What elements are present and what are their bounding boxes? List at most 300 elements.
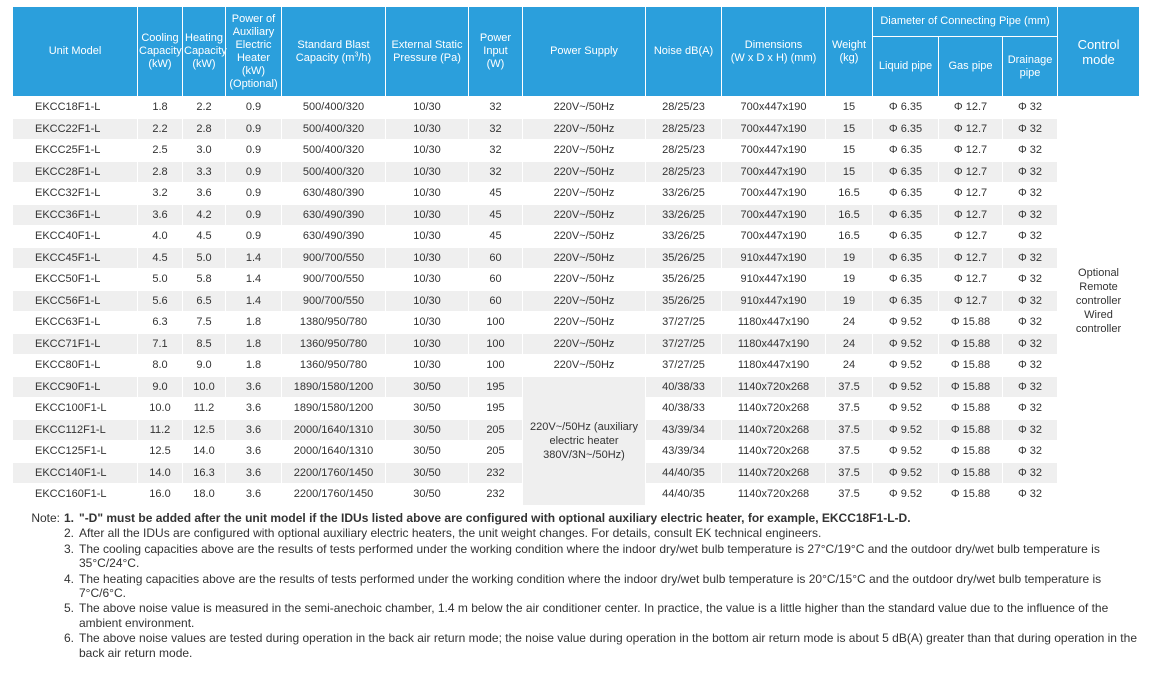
cell-dimensions: 1140x720x268 xyxy=(722,398,826,420)
note-item xyxy=(12,631,1147,660)
cell-aux-heater: 0.9 xyxy=(226,97,282,119)
cell-weight: 15 xyxy=(826,140,873,162)
cell-power-input: 60 xyxy=(469,290,523,312)
cell-gas-pipe: Φ 12.7 xyxy=(939,290,1003,312)
cell-drainage-pipe: Φ 32 xyxy=(1003,419,1058,441)
cell-power-supply: 220V~/50Hz xyxy=(523,290,646,312)
cell-power-input: 100 xyxy=(469,333,523,355)
cell-noise: 28/25/23 xyxy=(646,140,722,162)
cell-static-pressure: 10/30 xyxy=(386,97,469,119)
cell-static-pressure: 10/30 xyxy=(386,290,469,312)
cell-liquid-pipe: Φ 6.35 xyxy=(873,97,939,119)
cell-liquid-pipe: Φ 9.52 xyxy=(873,484,939,506)
cell-power-input: 100 xyxy=(469,355,523,377)
cell-weight: 16.5 xyxy=(826,226,873,248)
cell-noise: 28/25/23 xyxy=(646,97,722,119)
spec-table xyxy=(12,6,1140,506)
cell-heating: 3.0 xyxy=(183,140,226,162)
cell-unit-model: EKCC32F1-L xyxy=(13,183,138,205)
cell-cooling: 2.5 xyxy=(138,140,183,162)
table-row xyxy=(13,204,1140,226)
cell-cooling: 2.2 xyxy=(138,118,183,140)
cell-static-pressure: 10/30 xyxy=(386,269,469,291)
cell-weight: 24 xyxy=(826,355,873,377)
cell-dimensions: 700x447x190 xyxy=(722,226,826,248)
note-item xyxy=(12,572,1147,601)
cell-cooling: 4.5 xyxy=(138,247,183,269)
cell-heating: 2.2 xyxy=(183,97,226,119)
cell-blast: 2000/1640/1310 xyxy=(282,441,386,463)
cell-heating: 5.0 xyxy=(183,247,226,269)
cell-power-supply: 220V~/50Hz xyxy=(523,247,646,269)
cell-aux-heater: 1.4 xyxy=(226,269,282,291)
cell-unit-model: EKCC40F1-L xyxy=(13,226,138,248)
cell-static-pressure: 30/50 xyxy=(386,398,469,420)
cell-heating: 6.5 xyxy=(183,290,226,312)
cell-noise: 43/39/34 xyxy=(646,441,722,463)
cell-cooling: 3.6 xyxy=(138,204,183,226)
cell-weight: 19 xyxy=(826,247,873,269)
cell-weight: 37.5 xyxy=(826,462,873,484)
cell-static-pressure: 10/30 xyxy=(386,140,469,162)
power-supply-line: 380V/3N~/50Hz) xyxy=(543,448,625,461)
table-row xyxy=(13,376,1140,398)
table-row xyxy=(13,118,1140,140)
cell-static-pressure: 30/50 xyxy=(386,484,469,506)
cell-power-input: 205 xyxy=(469,441,523,463)
cell-weight: 16.5 xyxy=(826,204,873,226)
cell-dimensions: 700x447x190 xyxy=(722,161,826,183)
cell-dimensions: 910x447x190 xyxy=(722,247,826,269)
cell-heating: 3.6 xyxy=(183,183,226,205)
cell-liquid-pipe: Φ 9.52 xyxy=(873,441,939,463)
cell-gas-pipe: Φ 15.88 xyxy=(939,441,1003,463)
cell-unit-model: EKCC50F1-L xyxy=(13,269,138,291)
table-row xyxy=(13,161,1140,183)
cell-power-input: 100 xyxy=(469,312,523,334)
cell-heating: 10.0 xyxy=(183,376,226,398)
cell-gas-pipe: Φ 15.88 xyxy=(939,312,1003,334)
notes-section xyxy=(12,511,1147,661)
cell-aux-heater: 1.8 xyxy=(226,355,282,377)
header-liquid-pipe: Liquid pipe xyxy=(873,37,939,97)
cell-gas-pipe: Φ 12.7 xyxy=(939,118,1003,140)
cell-cooling: 5.6 xyxy=(138,290,183,312)
cell-power-input: 32 xyxy=(469,140,523,162)
cell-drainage-pipe: Φ 32 xyxy=(1003,398,1058,420)
cell-unit-model: EKCC56F1-L xyxy=(13,290,138,312)
cell-noise: 28/25/23 xyxy=(646,161,722,183)
cell-liquid-pipe: Φ 9.52 xyxy=(873,419,939,441)
cell-dimensions: 1140x720x268 xyxy=(722,376,826,398)
cell-heating: 7.5 xyxy=(183,312,226,334)
power-supply-line: 220V~/50Hz (auxiliary xyxy=(530,420,638,433)
note-number: 6. xyxy=(64,631,75,646)
cell-aux-heater: 3.6 xyxy=(226,462,282,484)
cell-power-input: 32 xyxy=(469,161,523,183)
cell-power-supply: 220V~/50Hz xyxy=(523,140,646,162)
cell-power-input: 60 xyxy=(469,247,523,269)
table-row xyxy=(13,247,1140,269)
cell-drainage-pipe: Φ 32 xyxy=(1003,355,1058,377)
header-control-mode: Control mode xyxy=(1058,7,1140,97)
header-cooling-capacity: Cooling Capacity (kW) xyxy=(138,7,183,97)
cell-static-pressure: 30/50 xyxy=(386,376,469,398)
cell-blast: 900/700/550 xyxy=(282,290,386,312)
cell-drainage-pipe: Φ 32 xyxy=(1003,462,1058,484)
cell-aux-heater: 0.9 xyxy=(226,204,282,226)
cell-cooling: 16.0 xyxy=(138,484,183,506)
table-row xyxy=(13,97,1140,119)
cell-heating: 5.8 xyxy=(183,269,226,291)
cell-liquid-pipe: Φ 6.35 xyxy=(873,290,939,312)
cell-blast: 900/700/550 xyxy=(282,247,386,269)
header-power-supply: Power Supply xyxy=(523,7,646,97)
cell-power-supply: 220V~/50Hz xyxy=(523,161,646,183)
cell-power-input: 45 xyxy=(469,226,523,248)
cell-power-input: 45 xyxy=(469,204,523,226)
cell-drainage-pipe: Φ 32 xyxy=(1003,376,1058,398)
cell-aux-heater: 0.9 xyxy=(226,140,282,162)
cell-weight: 19 xyxy=(826,290,873,312)
cell-power-input: 45 xyxy=(469,183,523,205)
cell-dimensions: 910x447x190 xyxy=(722,269,826,291)
cell-static-pressure: 30/50 xyxy=(386,441,469,463)
cell-aux-heater: 1.8 xyxy=(226,333,282,355)
cell-gas-pipe: Φ 12.7 xyxy=(939,97,1003,119)
cell-static-pressure: 10/30 xyxy=(386,333,469,355)
cell-heating: 14.0 xyxy=(183,441,226,463)
cell-gas-pipe: Φ 15.88 xyxy=(939,398,1003,420)
cell-gas-pipe: Φ 15.88 xyxy=(939,376,1003,398)
cell-dimensions: 700x447x190 xyxy=(722,97,826,119)
cell-power-supply: 220V~/50Hz xyxy=(523,269,646,291)
cell-liquid-pipe: Φ 6.35 xyxy=(873,161,939,183)
note-text: The heating capacities above are the results of tests performed under the working condition where the indoor dry/wet bulb temperature is 20°C/15°C and the outdoor dry/wet bulb temperature is 7°C/6°C. xyxy=(79,571,1102,601)
cell-static-pressure: 10/30 xyxy=(386,312,469,334)
header-aux-heater: Power of Auxiliary Electric Heater (kW) (Optional) xyxy=(226,7,282,97)
cell-power-input: 232 xyxy=(469,462,523,484)
cell-noise: 37/27/25 xyxy=(646,355,722,377)
cell-static-pressure: 10/30 xyxy=(386,247,469,269)
cell-heating: 9.0 xyxy=(183,355,226,377)
cell-liquid-pipe: Φ 6.35 xyxy=(873,140,939,162)
cell-power-supply: 220V~/50Hz xyxy=(523,355,646,377)
cell-blast: 630/490/390 xyxy=(282,204,386,226)
cell-drainage-pipe: Φ 32 xyxy=(1003,441,1058,463)
power-supply-line: electric heater xyxy=(549,434,619,447)
cell-aux-heater: 1.8 xyxy=(226,312,282,334)
cell-gas-pipe: Φ 12.7 xyxy=(939,247,1003,269)
cell-dimensions: 700x447x190 xyxy=(722,140,826,162)
note-number: 2. xyxy=(64,526,75,541)
cell-power-input: 205 xyxy=(469,419,523,441)
cell-unit-model: EKCC125F1-L xyxy=(13,441,138,463)
cell-static-pressure: 10/30 xyxy=(386,355,469,377)
cell-blast: 2200/1760/1450 xyxy=(282,462,386,484)
spec-table-body xyxy=(13,97,1140,506)
cell-unit-model: EKCC140F1-L xyxy=(13,462,138,484)
cell-liquid-pipe: Φ 6.35 xyxy=(873,183,939,205)
note-number: 4. xyxy=(64,571,75,586)
cell-dimensions: 1180x447x190 xyxy=(722,312,826,334)
header-weight: Weight (kg) xyxy=(826,7,873,97)
cell-unit-model: EKCC71F1-L xyxy=(13,333,138,355)
cell-dimensions: 1140x720x268 xyxy=(722,419,826,441)
cell-dimensions: 1140x720x268 xyxy=(722,484,826,506)
cell-power-input: 195 xyxy=(469,398,523,420)
control-mode-line: Wired xyxy=(1084,308,1113,321)
cell-static-pressure: 10/30 xyxy=(386,161,469,183)
cell-noise: 40/38/33 xyxy=(646,376,722,398)
cell-dimensions: 1180x447x190 xyxy=(722,333,826,355)
cell-control-mode xyxy=(1058,97,1140,506)
cell-blast: 2000/1640/1310 xyxy=(282,419,386,441)
cell-aux-heater: 0.9 xyxy=(226,226,282,248)
cell-gas-pipe: Φ 12.7 xyxy=(939,226,1003,248)
cell-weight: 37.5 xyxy=(826,376,873,398)
table-row xyxy=(13,183,1140,205)
cell-cooling: 9.0 xyxy=(138,376,183,398)
note-number: 1. xyxy=(64,511,75,525)
control-mode-line: controller xyxy=(1075,294,1122,307)
cell-drainage-pipe: Φ 32 xyxy=(1003,161,1058,183)
cell-static-pressure: 10/30 xyxy=(386,226,469,248)
cell-blast: 500/400/320 xyxy=(282,97,386,119)
cell-power-supply: 220V~/50Hz xyxy=(523,97,646,119)
cell-unit-model: EKCC25F1-L xyxy=(13,140,138,162)
cell-unit-model: EKCC90F1-L xyxy=(13,376,138,398)
cell-static-pressure: 30/50 xyxy=(386,419,469,441)
cell-cooling: 7.1 xyxy=(138,333,183,355)
cell-weight: 15 xyxy=(826,161,873,183)
cell-cooling: 5.0 xyxy=(138,269,183,291)
cell-cooling: 12.5 xyxy=(138,441,183,463)
cell-blast: 630/480/390 xyxy=(282,183,386,205)
cell-power-supply: 220V~/50Hz xyxy=(523,204,646,226)
cell-gas-pipe: Φ 15.88 xyxy=(939,484,1003,506)
cell-drainage-pipe: Φ 32 xyxy=(1003,333,1058,355)
cell-weight: 24 xyxy=(826,312,873,334)
cell-liquid-pipe: Φ 9.52 xyxy=(873,398,939,420)
note-text: The cooling capacities above are the results of tests performed under the working condition where the indoor dry/wet bulb temperature is 27°C/19°C and the outdoor dry/wet bulb temperature is 35°C/24°C. xyxy=(79,541,1100,571)
note-item xyxy=(12,601,1147,630)
control-mode-line: controller xyxy=(1075,322,1122,335)
cell-aux-heater: 3.6 xyxy=(226,376,282,398)
cell-blast: 1360/950/780 xyxy=(282,333,386,355)
cell-dimensions: 1140x720x268 xyxy=(722,462,826,484)
cell-noise: 33/26/25 xyxy=(646,183,722,205)
header-power-input: Power Input (W) xyxy=(469,7,523,97)
cell-heating: 16.3 xyxy=(183,462,226,484)
cell-liquid-pipe: Φ 9.52 xyxy=(873,312,939,334)
cell-gas-pipe: Φ 15.88 xyxy=(939,419,1003,441)
cell-liquid-pipe: Φ 6.35 xyxy=(873,204,939,226)
header-static-pressure: External Static Pressure (Pa) xyxy=(386,7,469,97)
cell-aux-heater: 3.6 xyxy=(226,419,282,441)
cell-cooling: 4.0 xyxy=(138,226,183,248)
cell-drainage-pipe: Φ 32 xyxy=(1003,312,1058,334)
cell-blast: 500/400/320 xyxy=(282,161,386,183)
note-label xyxy=(12,511,64,525)
table-row xyxy=(13,140,1140,162)
cell-power-input: 32 xyxy=(469,97,523,119)
cell-noise: 44/40/35 xyxy=(646,484,722,506)
cell-aux-heater: 3.6 xyxy=(226,398,282,420)
cell-cooling: 6.3 xyxy=(138,312,183,334)
cell-unit-model: EKCC36F1-L xyxy=(13,204,138,226)
header-blast-capacity: Standard Blast Capacity $(m^3/h)$ xyxy=(282,7,386,97)
cell-blast: 1360/950/780 xyxy=(282,355,386,377)
cell-aux-heater: 3.6 xyxy=(226,484,282,506)
cell-heating: 11.2 xyxy=(183,398,226,420)
cell-power-input: 60 xyxy=(469,269,523,291)
cell-unit-model: EKCC100F1-L xyxy=(13,398,138,420)
cell-weight: 24 xyxy=(826,333,873,355)
cell-static-pressure: 10/30 xyxy=(386,183,469,205)
cell-power-input: 232 xyxy=(469,484,523,506)
cell-noise: 35/26/25 xyxy=(646,269,722,291)
cell-static-pressure: 10/30 xyxy=(386,204,469,226)
note-label xyxy=(12,572,64,601)
cell-heating: 8.5 xyxy=(183,333,226,355)
header-drainage-pipe: Drainage pipe xyxy=(1003,37,1058,97)
cell-liquid-pipe: Φ 6.35 xyxy=(873,226,939,248)
table-row xyxy=(13,269,1140,291)
cell-blast: 2200/1760/1450 xyxy=(282,484,386,506)
cell-noise: 28/25/23 xyxy=(646,118,722,140)
cell-noise: 43/39/34 xyxy=(646,419,722,441)
cell-gas-pipe: Φ 15.88 xyxy=(939,355,1003,377)
cell-aux-heater: 0.9 xyxy=(226,118,282,140)
cell-power-supply: 220V~/50Hz xyxy=(523,333,646,355)
table-row xyxy=(13,312,1140,334)
cell-unit-model: EKCC63F1-L xyxy=(13,312,138,334)
cell-cooling: 1.8 xyxy=(138,97,183,119)
cell-blast: 1890/1580/1200 xyxy=(282,398,386,420)
cell-noise: 33/26/25 xyxy=(646,204,722,226)
control-mode-line: Optional xyxy=(1078,266,1120,279)
cell-dimensions: 700x447x190 xyxy=(722,118,826,140)
cell-liquid-pipe: Φ 9.52 xyxy=(873,462,939,484)
header-noise: Noise dB(A) xyxy=(646,7,722,97)
cell-noise: 35/26/25 xyxy=(646,290,722,312)
cell-cooling: 3.2 xyxy=(138,183,183,205)
cell-liquid-pipe: Φ 9.52 xyxy=(873,376,939,398)
cell-aux-heater: 0.9 xyxy=(226,161,282,183)
cell-heating: 18.0 xyxy=(183,484,226,506)
note-item xyxy=(12,542,1147,571)
cell-unit-model: EKCC80F1-L xyxy=(13,355,138,377)
cell-heating: 12.5 xyxy=(183,419,226,441)
cell-drainage-pipe: Φ 32 xyxy=(1003,247,1058,269)
cell-gas-pipe: Φ 15.88 xyxy=(939,462,1003,484)
cell-power-supply: 220V~/50Hz xyxy=(523,183,646,205)
cell-power-supply: 220V~/50Hz xyxy=(523,312,646,334)
cell-blast: 630/490/390 xyxy=(282,226,386,248)
cell-aux-heater: 0.9 xyxy=(226,183,282,205)
cell-drainage-pipe: Φ 32 xyxy=(1003,204,1058,226)
cell-liquid-pipe: Φ 6.35 xyxy=(873,118,939,140)
cell-dimensions: 1180x447x190 xyxy=(722,355,826,377)
header-gas-pipe: Gas pipe xyxy=(939,37,1003,97)
cell-drainage-pipe: Φ 32 xyxy=(1003,183,1058,205)
cell-dimensions: 700x447x190 xyxy=(722,204,826,226)
cell-drainage-pipe: Φ 32 xyxy=(1003,484,1058,506)
cell-dimensions: 910x447x190 xyxy=(722,290,826,312)
note-item xyxy=(12,511,1147,525)
cell-drainage-pipe: Φ 32 xyxy=(1003,118,1058,140)
cell-cooling: 8.0 xyxy=(138,355,183,377)
cell-aux-heater: 3.6 xyxy=(226,441,282,463)
cell-weight: 16.5 xyxy=(826,183,873,205)
cell-dimensions: 1140x720x268 xyxy=(722,441,826,463)
cell-cooling: 10.0 xyxy=(138,398,183,420)
cell-unit-model: EKCC28F1-L xyxy=(13,161,138,183)
cell-weight: 15 xyxy=(826,97,873,119)
note-number: 3. xyxy=(64,541,75,556)
header-heating-capacity: Heating Capacity (kW) xyxy=(183,7,226,97)
cell-unit-model: EKCC45F1-L xyxy=(13,247,138,269)
control-mode-line: Remote xyxy=(1079,280,1118,293)
cell-weight: 37.5 xyxy=(826,441,873,463)
note-text: The above noise values are tested during operation in the back air return mode; the noise value during operation in the bottom air return mode is about 5 dB(A) greater than that during operation in the back air return mode. xyxy=(79,631,1137,660)
cell-power-supply-merged xyxy=(523,376,646,505)
cell-liquid-pipe: Φ 9.52 xyxy=(873,355,939,377)
cell-gas-pipe: Φ 12.7 xyxy=(939,140,1003,162)
cell-gas-pipe: Φ 12.7 xyxy=(939,204,1003,226)
cell-liquid-pipe: Φ 6.35 xyxy=(873,269,939,291)
cell-liquid-pipe: Φ 9.52 xyxy=(873,333,939,355)
cell-noise: 37/27/25 xyxy=(646,333,722,355)
note-text: The above noise value is measured in the semi-anechoic chamber, 1.4 m below the air conditioner center. In practice, the value is a little higher than the standard value due to the influence of the ambient environment. xyxy=(79,601,1109,630)
cell-noise: 44/40/35 xyxy=(646,462,722,484)
cell-weight: 19 xyxy=(826,269,873,291)
cell-heating: 4.5 xyxy=(183,226,226,248)
cell-weight: 37.5 xyxy=(826,419,873,441)
cell-blast: 500/400/320 xyxy=(282,140,386,162)
cell-blast: 1380/950/780 xyxy=(282,312,386,334)
header-pipe-group: Diameter of Connecting Pipe (mm) xyxy=(873,7,1058,37)
note-number: 5. xyxy=(64,601,75,616)
cell-weight: 15 xyxy=(826,118,873,140)
cell-drainage-pipe: Φ 32 xyxy=(1003,97,1058,119)
cell-liquid-pipe: Φ 6.35 xyxy=(873,247,939,269)
cell-blast: 900/700/550 xyxy=(282,269,386,291)
cell-noise: 35/26/25 xyxy=(646,247,722,269)
note-title: Note: xyxy=(31,511,60,525)
note-item xyxy=(12,526,1147,540)
cell-static-pressure: 30/50 xyxy=(386,462,469,484)
cell-noise: 33/26/25 xyxy=(646,226,722,248)
cell-cooling: 2.8 xyxy=(138,161,183,183)
cell-aux-heater: 1.4 xyxy=(226,290,282,312)
cell-drainage-pipe: Φ 32 xyxy=(1003,226,1058,248)
note-label xyxy=(12,601,64,630)
cell-power-input: 195 xyxy=(469,376,523,398)
table-row xyxy=(13,290,1140,312)
cell-power-supply: 220V~/50Hz xyxy=(523,118,646,140)
note-label xyxy=(12,526,64,540)
note-text: "-D" must be added after the unit model if the IDUs listed above are configured with optional auxiliary electric heater, for example, EKCC18F1-L-D. xyxy=(79,511,911,525)
cell-unit-model: EKCC18F1-L xyxy=(13,97,138,119)
table-row xyxy=(13,333,1140,355)
cell-gas-pipe: Φ 12.7 xyxy=(939,269,1003,291)
note-label xyxy=(12,542,64,571)
cell-drainage-pipe: Φ 32 xyxy=(1003,269,1058,291)
table-row xyxy=(13,355,1140,377)
cell-gas-pipe: Φ 12.7 xyxy=(939,161,1003,183)
